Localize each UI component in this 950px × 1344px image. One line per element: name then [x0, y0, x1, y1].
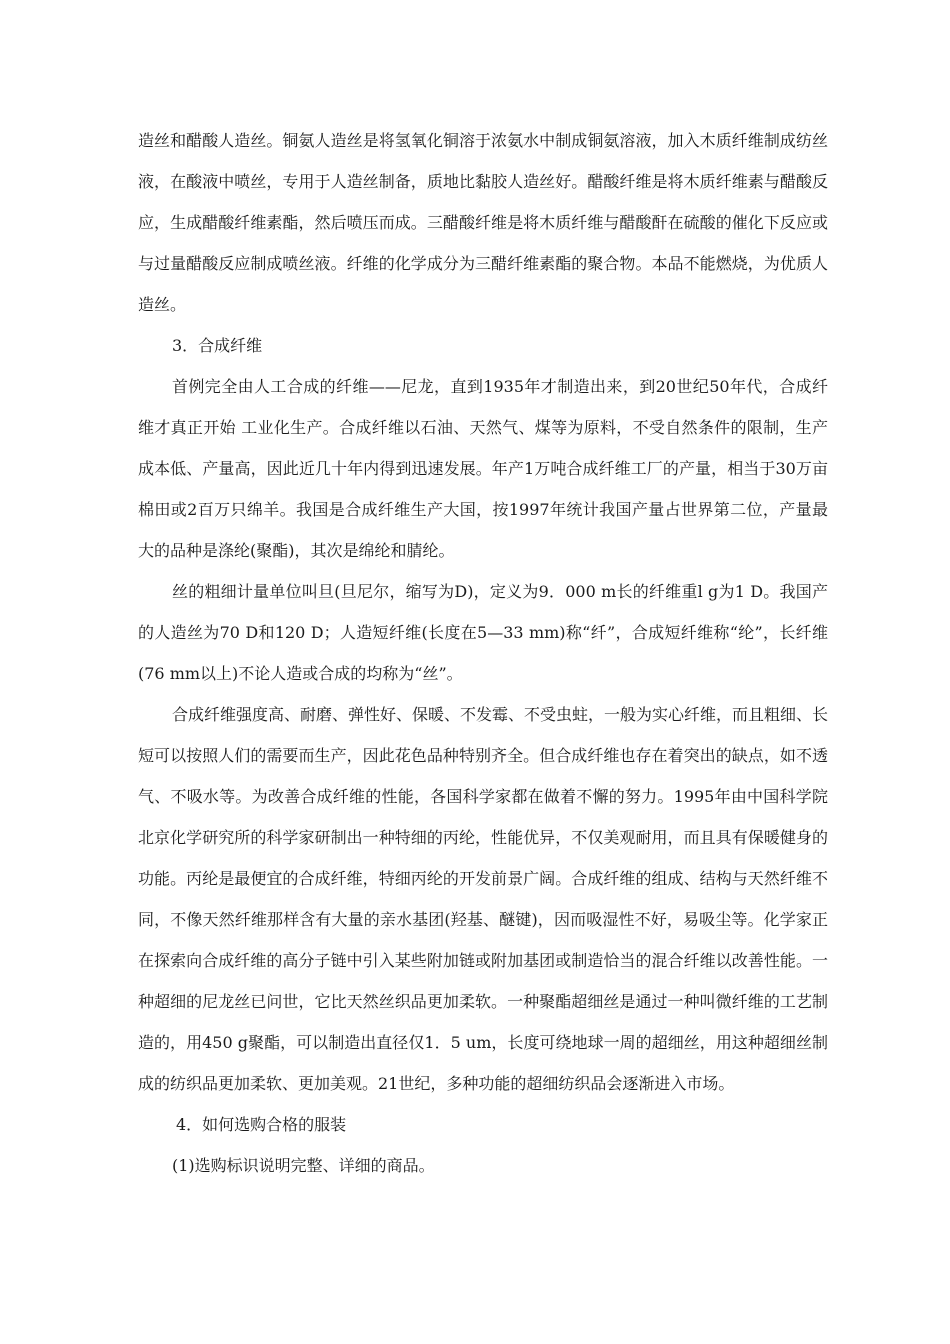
section-heading-buying-clothes: 4．如何选购合格的服装	[176, 1115, 347, 1134]
subitem-label-requirement: (1)选购标识说明完整、详细的商品。	[172, 1156, 435, 1175]
paragraph-synthetic-properties: 合成纤维强度高、耐磨、弹性好、保暖、不发霉、不受虫蛀，一般为实心纤维，而且粗细、长短可以按照人们的需要而生产，因此花色品种特别齐全。但合成纤维也存在着突出的缺点，如不透气、不吸水等。为改善合成纤维的性能，各国科学家都在做着不懈的努力。1995年由中国科学院北京化学研究所的科学家研制出一种特细的丙纶，性能优异，不仅美观耐用，而且具有保暖健身的功能。丙纶是最便宜的合成纤维，特细丙纶的开发前景广阔。合成纤维的组成、结构与天然纤维不同，不像天然纤维那样含有大量的亲水基团(羟基、醚键)，因而吸湿性不好，易吸尘等。化学家正在探索向合成纤维的高分子链中引入某些附加链或附加基团或制造恰当的混合纤维以改善性能。一种超细的尼龙丝已问世，它比天然丝织品更加柔软。一种聚酯超细丝是通过一种叫微纤维的工艺制造的，用450 g聚酯，可以制造出直径仅1．5 um，长度可绕地球一周的超细丝，用这种超细丝制成的纺织品更加柔软、更加美观。21世纪，多种功能的超细纺织品会逐渐进入市场。	[138, 705, 829, 1093]
paragraph-synthetic-history: 首例完全由人工合成的纤维——尼龙，直到1935年才制造出来，到20世纪50年代，合成纤维才真正开始 工业化生产。合成纤维以石油、天然气、煤等为原料，不受自然条件的限制，生产成本低、产量高，因此近几十年内得到迅速发展。年产1万吨合成纤维工厂的产量，相当于30万亩棉田或2百万只绵羊。我国是合成纤维生产大国，按1997年统计我国产量占世界第二位，产量最大的品种是涤纶(聚酯)，其次是绵纶和腈纶。	[138, 377, 828, 560]
document-body	[138, 120, 828, 1186]
section-heading-synthetic-fiber: 3．合成纤维	[172, 336, 263, 355]
paragraph-denier-unit: 丝的粗细计量单位叫旦(旦尼尔，缩写为D)，定义为9．000 m长的纤维重l g为1 D。我国产的人造丝为70 D和120 D；人造短纤维(长度在5—33 mm)称“纤”，合成短纤维称“纶”，长纤维(76 mm以上)不论人造或合成的均称为“丝”。	[138, 582, 828, 683]
paragraph-rayon-types: 造丝和醋酸人造丝。铜氨人造丝是将氢氧化铜溶于浓氨水中制成铜氨溶液，加入木质纤维制成纺丝液，在酸液中喷丝，专用于人造丝制备，质地比黏胶人造丝好。醋酸纤维是将木质纤维素与醋酸反应，生成醋酸纤维素酯，然后喷压而成。三醋酸纤维是将木质纤维与醋酸酐在硫酸的催化下反应或与过量醋酸反应制成喷丝液。纤维的化学成分为三醋纤维素酯的聚合物。本品不能燃烧，为优质人造丝。	[138, 131, 828, 314]
